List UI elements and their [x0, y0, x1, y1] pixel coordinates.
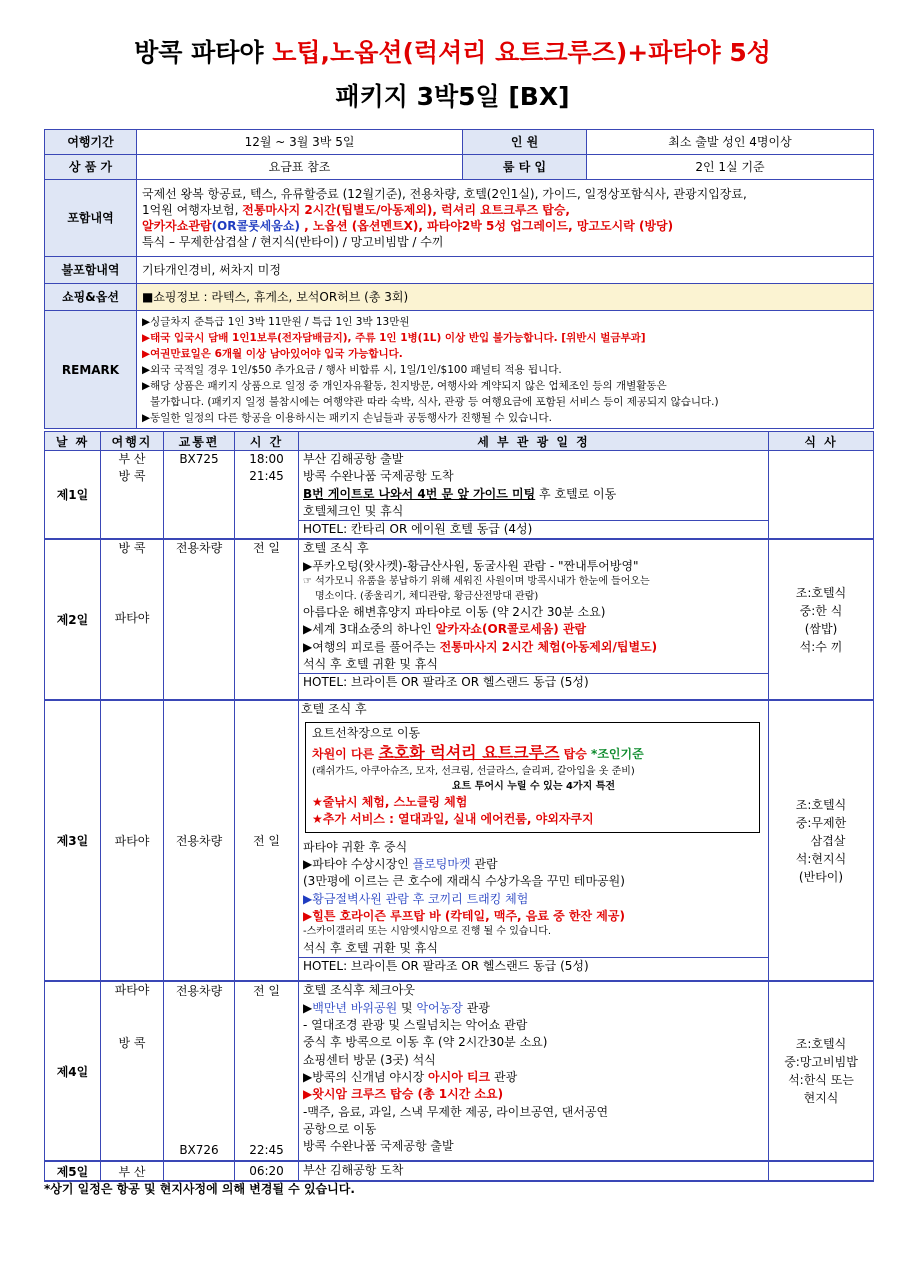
- schedule-table: [44, 431, 874, 1182]
- page-title-line2: 패키지 3박5일 [BX]: [335, 82, 570, 111]
- meal-line: 조:호텔식: [795, 797, 847, 812]
- day4-place: [101, 981, 164, 1161]
- detail-line: - 열대조경 관광 및 스릴넘치는 악어쇼 관람: [303, 1018, 528, 1033]
- meal-line: 조:호텔식: [795, 585, 847, 600]
- detail-line: [299, 1000, 768, 1017]
- room-value: 2인 1실 기준: [587, 155, 874, 180]
- detail-line: -맥주, 음료, 과일, 스낵 무제한 제공, 라이브공연, 댄서공연: [303, 1104, 609, 1119]
- day1-time: [235, 451, 299, 540]
- hotel-line: HOTEL: 칸타리 OR 에이원 호텔 동급 (4성): [299, 520, 768, 538]
- detail-text: ▶방콕의 신개념 야시장: [303, 1069, 429, 1084]
- period-value: 12월 ~ 3월 3박 5일: [137, 130, 463, 155]
- detail-line: 중식 후 방콕으로 이동 후 (약 2시간30분 소요): [303, 1035, 548, 1050]
- include-line: [142, 218, 868, 234]
- day3-label: 제3일: [45, 700, 101, 981]
- place-text: 파타야: [114, 983, 150, 998]
- day1-place: [101, 451, 164, 540]
- exclude-value: 기타개인경비, 써차지 미정: [137, 257, 874, 284]
- day2-place: [101, 539, 164, 700]
- remark-line: ▶여권만료일은 6개월 이상 남아있어야 입국 가능합니다.: [142, 347, 403, 360]
- col-meal: 식 사: [769, 432, 874, 451]
- day5-meal: [769, 1161, 874, 1180]
- day5-detail: [299, 1161, 769, 1180]
- footnote: *상기 일정은 항공 및 현지사정에 의해 변경될 수 있습니다.: [44, 1182, 355, 1196]
- day2-transport: 전용차량: [164, 539, 235, 700]
- day4-time: [235, 981, 299, 1161]
- day1-label: 제1일: [45, 451, 101, 540]
- detail-line: ▶왓시암 크루즈 탑승 (총 1시간 소요): [303, 1087, 504, 1102]
- detail-line: 공항으로 이동: [303, 1121, 377, 1136]
- detail-text: 후 호텔로 이동: [535, 486, 617, 501]
- detail-line: (래쉬가드, 아쿠아슈즈, 모자, 선크림, 선글라스, 슬리퍼, 갈아입을 옷 준비): [312, 766, 635, 778]
- detail-line: ★줄낚시 체험, 스노클링 체험: [312, 795, 468, 810]
- day2-time: 전 일: [235, 539, 299, 700]
- include-highlight: 알카자쇼관람: [142, 219, 212, 233]
- day5-transport: [164, 1161, 235, 1180]
- include-text: 1억원 여행자보험,: [142, 203, 243, 217]
- meal-line: 석:현지식: [795, 851, 847, 866]
- place-text: 방 콕: [118, 1035, 146, 1050]
- day4-meal: [769, 981, 874, 1161]
- detail-text: ▶세계 3대쇼중의 하나인: [303, 622, 436, 637]
- shop-value: ■쇼핑정보 : 라텍스, 휴게소, 보석OR허브 (총 3회): [137, 284, 874, 311]
- detail-line: ★추가 서비스 : 열대과일, 실내 에어컨룸, 야외자쿠지: [312, 812, 594, 827]
- detail-line: ▶힐튼 호라이즌 루프탑 바 (칵테일, 맥주, 음료 중 한잔 제공): [303, 908, 625, 923]
- include-line: 국제선 왕복 항공료, 텍스, 유류할증료 (12월기준), 전용차량, 호텔(2인1실), 가이드, 일정상포함식사, 관광지입장료,: [142, 187, 747, 201]
- day3-place: 파타야: [101, 700, 164, 981]
- detail-line: ▶황금절벽사원 관람 후 코끼리 트래킹 체험: [303, 891, 529, 906]
- time-text: 전 일: [253, 984, 280, 999]
- include-highlight: , 노옵션 (옵션멘트X), 파타야2박 5성 업그레이드, 망고도시락 (방당): [299, 219, 674, 233]
- yacht-box: [305, 722, 760, 833]
- detail-text: 관광: [462, 1000, 490, 1015]
- detail-line: ☞ 석가모니 유품을 봉납하기 위해 세워진 사원이며 방콕시내가 한눈에 들어오는: [303, 576, 650, 588]
- detail-line: 쇼핑센터 방문 (3곳) 석식: [303, 1052, 436, 1067]
- detail-text: ▶: [303, 1000, 313, 1015]
- time-text: 21:45: [249, 469, 284, 484]
- detail-highlight: 알카자쇼(OR콜로세움) 관람: [435, 622, 587, 637]
- day4-label: 제4일: [45, 981, 101, 1161]
- day3-transport: 전용차량: [164, 700, 235, 981]
- meal-line: 중:한 식: [799, 603, 843, 618]
- detail-line: 아름다운 해변휴양지 파타야로 이동 (약 2시간 30분 소요): [303, 605, 606, 620]
- meal-line: 삼겹살: [810, 833, 846, 848]
- meal-line: 조:호텔식: [795, 1037, 847, 1052]
- remark-line: ▶태국 입국시 담배 1인1보루(전자담배금지), 주류 1인 1병(1L) 이상 반입 불가능합니다. [위반시 벌금부과]: [142, 331, 646, 344]
- page-title-line1: [0, 36, 905, 70]
- detail-line: 요트선착장으로 이동: [312, 725, 421, 740]
- meal-line: 석:수 끼: [799, 639, 843, 654]
- place-text: 방 콕: [118, 541, 146, 556]
- meal-line: 중:무제한: [795, 815, 847, 830]
- time-text: 22:45: [249, 1143, 284, 1158]
- day2-detail: [299, 539, 769, 700]
- transport-text: BX726: [179, 1143, 219, 1158]
- detail-line: ▶푸카오텅(왓사켓)-황금산사원, 동굴사원 관람 - "짠내투어방영": [303, 558, 639, 573]
- price-value: 요금표 참조: [137, 155, 463, 180]
- detail-highlight: 차원이 다른: [312, 747, 379, 762]
- remark-line: ▶외국 국적일 경우 1인/$50 추가요금 / 행사 비합류 시, 1일/1인/$100 패널티 적용 됩니다.: [142, 363, 562, 376]
- detail-line: 파타야 귀환 후 중식: [303, 839, 408, 854]
- day3-time: 전 일: [235, 700, 299, 981]
- include-value: [137, 180, 874, 257]
- detail-highlight: 백만년 바위공원: [312, 1000, 398, 1015]
- detail-text: 관광: [490, 1069, 518, 1084]
- detail-line: 명소이다. (종울리기, 체디관람, 황금산전망대 관람): [315, 590, 539, 602]
- remark-line: ▶싱글차지 준특급 1인 3박 11만원 / 특급 1인 3박 13만원: [142, 315, 410, 328]
- meal-line: (반타이): [798, 869, 844, 884]
- hotel-line: HOTEL: 브라이튼 OR 팔라조 OR 헬스랜드 동급 (5성): [299, 673, 768, 691]
- col-place: 여행지: [101, 432, 164, 451]
- place-text: 방 콕: [118, 469, 146, 484]
- day4-transport: [164, 981, 235, 1161]
- place-text: 파타야: [114, 610, 150, 625]
- include-label: 포함내역: [45, 180, 137, 257]
- detail-line: 방콕 수완나품 국제공항 도착: [303, 469, 454, 484]
- remark-line: 불가합니다. (패키지 일정 불참시에는 여행약관 따라 숙박, 식사, 관광 등 여행요금에 포함된 서비스 등이 제공되지 않습니다.): [150, 395, 719, 408]
- detail-highlight: 아시아 티크: [428, 1069, 491, 1084]
- day5-label: 제5일: [45, 1161, 101, 1180]
- day2-meal: [769, 539, 874, 700]
- include-highlight: 전통마사지 2시간(팁별도/아동제외), 럭셔리 요트크루즈 탑승,: [242, 203, 570, 217]
- detail-line: 호텔 조식후 체크아웃: [303, 983, 415, 998]
- transport-text: 전용차량: [175, 984, 223, 999]
- day1-detail: [299, 451, 769, 540]
- remark-line: ▶동일한 일정의 다른 항공을 이용하시는 패키지 손님들과 공동행사가 진행될 수 있습니다.: [142, 411, 552, 424]
- detail-line: [299, 486, 768, 503]
- room-label: 룸 타 입: [463, 155, 587, 180]
- detail-line: 석식 후 호텔 귀환 및 휴식: [303, 656, 438, 671]
- shop-label: 쇼핑&옵션: [45, 284, 137, 311]
- remark-label: REMARK: [45, 311, 137, 429]
- detail-line: 요트 투어시 누릴 수 있는 4가지 특전: [451, 780, 616, 792]
- detail-line: [299, 639, 768, 656]
- day5-place: 부 산: [101, 1161, 164, 1180]
- detail-highlight: B번 게이트로 나와서 4번 문 앞 가이드 미팅: [303, 486, 536, 501]
- detail-line: 호텔 조식 후: [301, 702, 367, 717]
- detail-line: 부산 김해공항 출발: [303, 452, 404, 466]
- include-line: 특식 – 무제한삼겹살 / 현지식(반타이) / 망고비빔밥 / 수끼: [142, 235, 444, 249]
- detail-line: 방콕 수완나품 국제공항 출발: [303, 1139, 454, 1154]
- meal-line: 현지식: [803, 1091, 839, 1106]
- detail-highlight: 플로팅마켓: [412, 856, 471, 871]
- detail-highlight: 초호화 럭셔리 요트크루즈: [378, 743, 560, 763]
- period-label: 여행기간: [45, 130, 137, 155]
- day4-detail: [299, 981, 769, 1161]
- meal-line: 중:망고비빔밥: [784, 1055, 858, 1070]
- include-highlight: (OR콜롯세움쇼): [211, 219, 300, 233]
- detail-line: 석식 후 호텔 귀환 및 휴식: [303, 940, 438, 955]
- remark-value: [137, 311, 874, 429]
- info-table: [44, 129, 874, 429]
- detail-highlight: 전통마사지 2시간 체험(아동제외/팁별도): [439, 639, 658, 654]
- detail-line: -스카이갤러리 또는 시암엣시암으로 진행 될 수 있습니다.: [303, 926, 552, 938]
- people-value: 최소 출발 성인 4명이상: [587, 130, 874, 155]
- detail-line: [310, 742, 755, 765]
- meal-line: 석:한식 또는: [788, 1073, 854, 1088]
- col-day: 날 짜: [45, 432, 101, 451]
- detail-highlight: 악어농장: [416, 1000, 463, 1015]
- hotel-line: HOTEL: 브라이튼 OR 팔라조 OR 헬스랜드 동급 (5성): [299, 957, 768, 975]
- detail-line: [299, 1069, 768, 1086]
- detail-note: *조인기준: [591, 747, 644, 762]
- day2-label: 제2일: [45, 539, 101, 700]
- detail-line: 호텔체크인 및 휴식: [303, 503, 404, 518]
- meal-line: (쌈밥): [804, 621, 838, 636]
- title-dest: 방콕 파타야: [134, 38, 273, 67]
- detail-highlight: 탑승: [559, 747, 592, 762]
- price-label: 상 품 가: [45, 155, 137, 180]
- time-text: 18:00: [249, 452, 284, 466]
- detail-line: (3만평에 이르는 큰 호수에 재래식 수상가옥을 꾸민 테마공원): [303, 874, 625, 889]
- detail-line: 호텔 조식 후: [303, 541, 369, 556]
- col-transport: 교통편: [164, 432, 235, 451]
- col-detail: 세 부 관 광 일 정: [299, 432, 769, 451]
- detail-text: ▶여행의 피로를 풀어주는: [303, 639, 440, 654]
- detail-text: ▶파타야 수상시장인: [303, 856, 413, 871]
- detail-text: 관람: [470, 856, 498, 871]
- title-highlight: 노팁,노옵션(럭셔리 요트크루즈)+파타야 5성: [272, 38, 771, 67]
- exclude-label: 불포함내역: [45, 257, 137, 284]
- people-label: 인 원: [463, 130, 587, 155]
- day1-transport: BX725: [164, 451, 235, 540]
- day5-time: 06:20: [235, 1161, 299, 1180]
- remark-line: ▶해당 상품은 패키지 상품으로 일정 중 개인자유활동, 친지방문, 여행사와 계약되지 않은 업체조인 등의 개별활동은: [142, 379, 667, 392]
- detail-line: [299, 621, 768, 638]
- detail-text: 및: [397, 1000, 417, 1015]
- day3-detail: [299, 700, 769, 981]
- place-text: 부 산: [118, 452, 146, 466]
- detail-line: 부산 김해공항 도착: [303, 1163, 404, 1178]
- day3-meal: [769, 700, 874, 981]
- include-line: [142, 202, 868, 218]
- col-time: 시 간: [235, 432, 299, 451]
- day1-meal: [769, 451, 874, 540]
- detail-line: [299, 856, 768, 873]
